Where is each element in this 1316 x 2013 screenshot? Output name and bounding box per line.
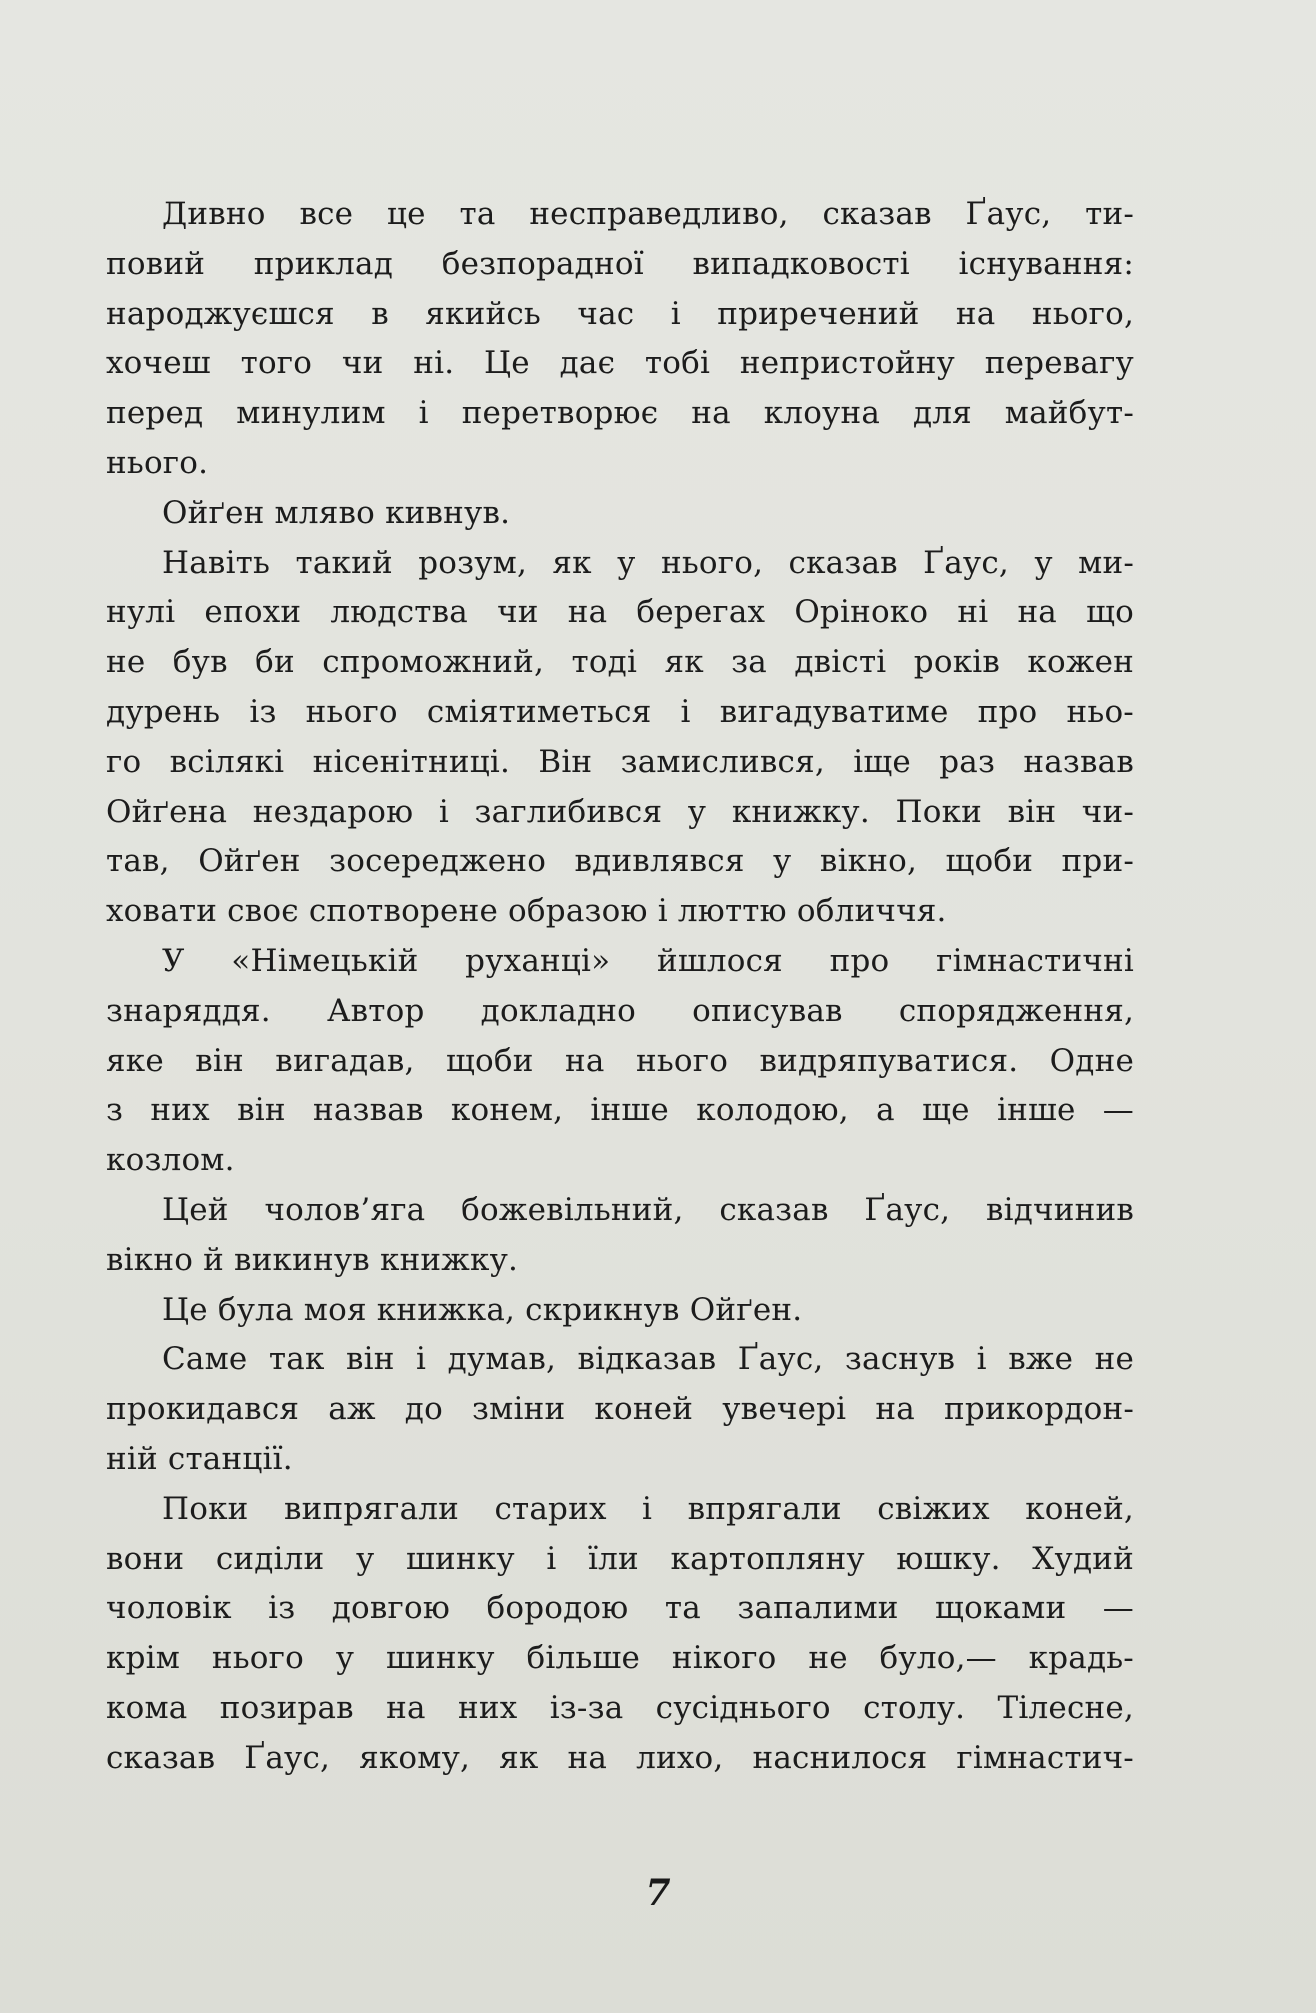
text-line: яке він вигадав, щоби на нього видряпуватися. Одне (106, 1042, 1134, 1079)
text-line: Це була моя книжка, скрикнув Ойґен. (162, 1291, 803, 1328)
text-line: хочеш того чи ні. Це дає тобі непристойну перевагу (106, 345, 1134, 382)
text-line: Дивно все це та несправедливо, сказав Ґаус, ти- (162, 196, 1134, 232)
text-line: Поки випрягали старих і впрягали свіжих коней, (162, 1490, 1134, 1527)
text-line: го всілякі нісенітниці. Він замислився, іще раз назвав (106, 743, 1134, 780)
text-line: У «Німецькій руханці» йшлося про гімнастичні (162, 942, 1134, 979)
text-line: Цей чолов’яга божевільний, сказав Ґаус, відчинив (162, 1191, 1134, 1228)
text-line: перед минулим і перетворює на клоуна для майбут- (106, 395, 1134, 432)
text-line: знаряддя. Автор докладно описував спорядження, (106, 992, 1134, 1029)
text-line: дурень із нього сміятиметься і вигадуватиме про ньо- (106, 693, 1134, 730)
text-line: нього. (106, 444, 209, 481)
text-line: ховати своє спотворене образою і люттю обличчя. (106, 893, 947, 930)
text-line: Навіть такий розум, як у нього, сказав Ґаус, у ми- (162, 544, 1134, 581)
text-line: кома позирав на них із-за сусіднього столу. Тілесне, (106, 1689, 1134, 1726)
text-line: крім нього у шинку більше нікого не було,— крадь- (106, 1640, 1134, 1677)
text-line: нулі епохи людства чи на берегах Оріноко ні на що (106, 594, 1134, 631)
body-text (106, 190, 1134, 1784)
text-line: прокидався аж до зміни коней увечері на прикордон- (106, 1391, 1134, 1428)
text-line: ній станції. (106, 1440, 293, 1477)
text-line: вікно й викинув книжку. (106, 1241, 519, 1278)
text-line: Саме так він і думав, відказав Ґаус, заснув і вже не (162, 1341, 1134, 1378)
text-line: повий приклад безпорадної випадковості існування: (106, 245, 1134, 282)
text-line: сказав Ґаус, якому, як на лихо, наснилося гімнастич- (106, 1739, 1134, 1776)
text-line: не був би спроможний, тоді як за двісті років кожен (106, 644, 1134, 681)
page-number: 7 (645, 1872, 671, 1914)
text-line: з них він назвав конем, інше колодою, а ще інше — (106, 1092, 1134, 1129)
text-line: народжуєшся в якийсь час і приречений на нього, (106, 295, 1134, 332)
text-line: козлом. (106, 1142, 235, 1179)
text-line: Ойґен мляво кивнув. (162, 494, 511, 531)
text-line: Ойґена нездарою і заглибився у книжку. Поки він чи- (106, 793, 1134, 830)
text-line: вони сиділи у шинку і їли картопляну юшку. Худий (106, 1540, 1134, 1577)
text-line: тав, Ойґен зосереджено вдивлявся у вікно, щоби при- (106, 843, 1134, 880)
text-line: чоловік із довгою бородою та запалими щоками — (106, 1590, 1134, 1627)
